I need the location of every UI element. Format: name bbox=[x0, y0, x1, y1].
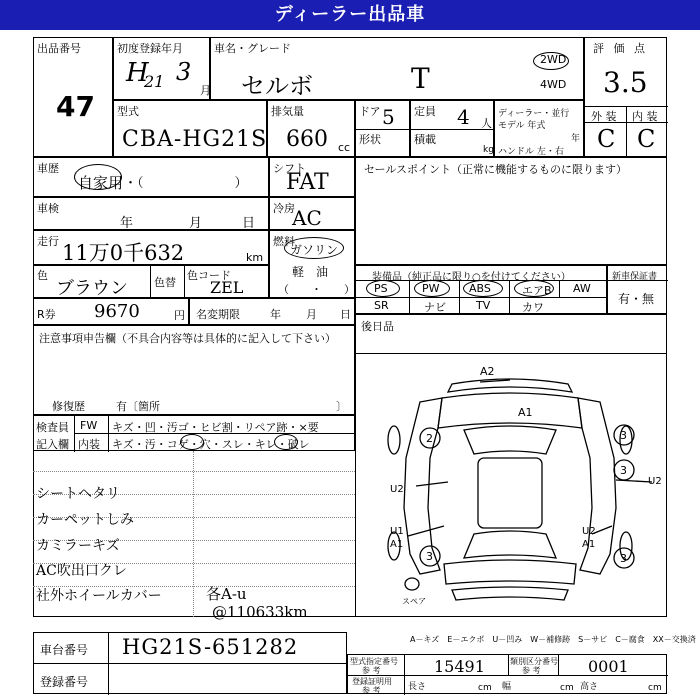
mark-u2-right: U2 bbox=[648, 476, 662, 487]
check-label-1: 検査員 bbox=[36, 421, 69, 434]
equip-ps: PS bbox=[374, 282, 388, 295]
mark-a2: A2 bbox=[480, 365, 495, 378]
equip-aw: AW bbox=[573, 282, 591, 295]
inspection-label: 車検 bbox=[37, 202, 59, 215]
car-name-label: 車名・グレード bbox=[214, 42, 291, 55]
color-change-label: 色替 bbox=[154, 276, 176, 289]
type-spec-label: 型式指定番号 bbox=[350, 657, 398, 666]
later-label: 後日品 bbox=[361, 320, 394, 333]
reg-cert-label: 登録証明用 bbox=[352, 677, 392, 686]
type-spec-sub: 参 考 bbox=[362, 666, 381, 675]
mileage-unit: km bbox=[246, 251, 264, 264]
mark-a1-low: A1 bbox=[390, 539, 404, 550]
interior-check-box bbox=[33, 415, 355, 451]
mark-c3c: 3 bbox=[426, 550, 433, 563]
mark-c3b: 3 bbox=[620, 464, 627, 477]
reg-cert-sub: 参 考 bbox=[362, 686, 381, 695]
score-value: 3.5 bbox=[603, 66, 648, 99]
mark-a1: A1 bbox=[518, 406, 533, 419]
notes-box bbox=[33, 325, 355, 415]
inspection-month: 月 bbox=[189, 216, 203, 231]
inspection-day: 日 bbox=[242, 216, 256, 231]
chassis-label: 車台番号 bbox=[40, 643, 89, 657]
aircon-box bbox=[269, 197, 355, 230]
color-label: 色 bbox=[37, 269, 48, 282]
car-grade-value: T bbox=[411, 62, 430, 95]
class-no-value: 0001 bbox=[588, 657, 629, 676]
model-year-label: モデル 年式 bbox=[498, 121, 546, 131]
first-reg-month: 3 bbox=[176, 58, 192, 86]
dim-length: 長さ bbox=[408, 682, 427, 692]
class-no-sub: 参 考 bbox=[522, 666, 541, 675]
name-change-box bbox=[189, 298, 355, 325]
mark-c3d: 3 bbox=[620, 552, 627, 565]
recycle-label: R券 bbox=[37, 308, 56, 321]
recycle-box bbox=[33, 298, 189, 325]
handle-label: ハンドル 左・右 bbox=[498, 147, 564, 157]
fuel-gasoline: ガソリン bbox=[290, 243, 339, 257]
repair-close: 〕 bbox=[336, 400, 347, 413]
first-reg-label: 初度登録年月 bbox=[117, 42, 183, 55]
repair-value: 有〔箇所 bbox=[116, 400, 160, 413]
name-change-year: 年 bbox=[270, 308, 281, 321]
int-label: 内 装 bbox=[632, 110, 658, 123]
history-box bbox=[33, 157, 269, 197]
recycle-unit: 円 bbox=[174, 309, 185, 322]
mark-spare: スペア bbox=[402, 597, 426, 606]
mileage-value: 11万0千632 bbox=[62, 241, 185, 265]
history-rest: ・（ ） bbox=[124, 176, 248, 191]
mark-u2-left: U2 bbox=[390, 484, 404, 495]
mark-u2b: U2 bbox=[582, 526, 596, 537]
check-row2-head: 内装 bbox=[78, 438, 100, 451]
mileage-label: 走行 bbox=[37, 235, 59, 248]
equipment-box bbox=[355, 265, 607, 314]
drive-4wd: 4WD bbox=[540, 78, 567, 91]
inspection-box bbox=[33, 197, 269, 230]
history-label: 車歴 bbox=[37, 162, 59, 175]
name-change-label: 名変期限 bbox=[196, 308, 240, 321]
int-value: C bbox=[637, 125, 656, 153]
displacement-label: 排気量 bbox=[271, 105, 304, 118]
lot-label: 出品番号 bbox=[37, 42, 81, 55]
load-label: 積載 bbox=[414, 133, 436, 146]
equip-abs: ABS bbox=[469, 282, 491, 295]
model-box bbox=[113, 100, 267, 157]
capacity-box bbox=[410, 100, 494, 157]
equip-pw: PW bbox=[422, 282, 440, 295]
name-change-month: 月 bbox=[306, 308, 317, 321]
color-value: ブラウン bbox=[56, 278, 128, 299]
displacement-box bbox=[267, 100, 355, 157]
check-row2-items: キズ・汚・コゲ・穴・スレ・キレ・破レ bbox=[112, 438, 310, 451]
score-box bbox=[584, 37, 667, 157]
score-label: 評 価 点 bbox=[593, 42, 648, 55]
shift-box bbox=[269, 157, 355, 197]
recycle-value: 9670 bbox=[94, 301, 140, 322]
check-label-2: 記入欄 bbox=[36, 438, 69, 451]
dim-width-unit: cm bbox=[560, 683, 574, 693]
equip-sr: SR bbox=[374, 299, 389, 312]
model-label: 型式 bbox=[117, 105, 139, 118]
first-reg-month-unit: 月 bbox=[200, 84, 211, 97]
equip-tv: TV bbox=[476, 299, 491, 312]
doors-label: ドア bbox=[359, 105, 381, 118]
mark-c2: 2 bbox=[426, 432, 433, 445]
lot-box bbox=[33, 37, 113, 157]
name-change-day: 日 bbox=[340, 308, 351, 321]
history-value: 自家用 bbox=[78, 174, 124, 192]
first-reg-era: H bbox=[126, 58, 149, 88]
class-no-label: 類別区分番号 bbox=[510, 657, 558, 666]
fuel-diesel: 軽 油 bbox=[292, 265, 329, 279]
warranty-box bbox=[607, 265, 667, 314]
dim-height-unit: cm bbox=[648, 683, 662, 693]
remark-2: カーペットしみ bbox=[36, 512, 134, 528]
equip-airbag: エアB bbox=[522, 284, 552, 297]
displacement-value: 660 bbox=[286, 127, 328, 152]
remark-right-2: @110633km bbox=[212, 603, 308, 621]
mark-c3a: 3 bbox=[620, 429, 627, 442]
dealer-label: ディーラー・並行 bbox=[498, 109, 570, 119]
fuel-label: 燃料 bbox=[273, 235, 295, 248]
capacity-label: 定員 bbox=[414, 105, 436, 118]
doors-box bbox=[355, 100, 410, 157]
shape-label: 形状 bbox=[359, 133, 381, 146]
capacity-unit: 人 bbox=[481, 117, 492, 130]
lot-number: 47 bbox=[56, 90, 95, 123]
chassis-value: HG21S-651282 bbox=[122, 635, 299, 659]
damage-legend: A－キズ E－エクボ U－凹み W－補修跡 S－サビ C－腐食 XX－交換済 bbox=[410, 635, 696, 644]
first-reg-box bbox=[113, 37, 210, 100]
dim-length-unit: cm bbox=[478, 683, 492, 693]
sales-box bbox=[355, 157, 667, 265]
mileage-box bbox=[33, 230, 269, 265]
fuel-other: （ ・ ） bbox=[278, 283, 355, 296]
check-row1-head: FW bbox=[80, 419, 98, 432]
check-row1-items: キズ・凹・汚ゴ・ヒビ割・リペア跡・×要 bbox=[112, 421, 319, 434]
warranty-value: 有・無 bbox=[618, 292, 655, 306]
equip-navi: ナビ bbox=[424, 301, 446, 314]
remark-right-1: 各A-u bbox=[206, 585, 247, 603]
model-year-unit: 年 bbox=[571, 134, 581, 144]
color-code-label: 色コード bbox=[187, 269, 231, 282]
shift-label: シフト bbox=[273, 162, 306, 175]
mark-u1: U1 bbox=[390, 526, 404, 537]
type-spec-value: 15491 bbox=[434, 657, 485, 676]
notes-label: 注意事項申告欄（不具合内容等は具体的に記入して下さい） bbox=[39, 332, 336, 345]
later-box bbox=[355, 314, 667, 354]
doors-value: 5 bbox=[382, 105, 395, 129]
shift-value: FAT bbox=[286, 170, 329, 195]
remark-4: AC吹出口クレ bbox=[36, 563, 127, 579]
color-code-value: ZEL bbox=[210, 278, 244, 297]
model-value: CBA-HG21S bbox=[122, 127, 268, 152]
remark-5: 社外ホイールカバー bbox=[36, 588, 162, 604]
page-title: ディーラー出品車 bbox=[0, 0, 700, 30]
warranty-label: 新車保証書 bbox=[612, 272, 658, 282]
first-reg-year: 21 bbox=[144, 72, 165, 91]
remark-3: カミラーキズ bbox=[36, 538, 120, 554]
car-name-value: セルボ bbox=[241, 72, 313, 100]
drive-2wd: 2WD bbox=[540, 53, 567, 66]
car-damage-diagram bbox=[360, 358, 660, 618]
color-box bbox=[33, 265, 269, 298]
inspection-year: 年 bbox=[120, 216, 134, 231]
equip-leather: カワ bbox=[522, 301, 544, 314]
displacement-unit: cc bbox=[338, 141, 351, 154]
bottom-right-box bbox=[347, 654, 667, 694]
ext-value: C bbox=[597, 125, 616, 153]
dim-width: 幅 bbox=[502, 682, 512, 692]
fuel-box bbox=[269, 230, 355, 298]
reg-no-label: 登録番号 bbox=[40, 675, 89, 689]
dealer-box bbox=[494, 100, 584, 157]
bottom-left-box bbox=[33, 632, 347, 694]
equipment-label: 装備品（純正品に限り○を付けてください） bbox=[372, 272, 571, 283]
remark-1: シートヘタリ bbox=[36, 486, 120, 502]
aircon-label: 冷房 bbox=[273, 202, 295, 215]
capacity-value: 4 bbox=[457, 105, 470, 129]
mark-a1b: A1 bbox=[582, 539, 596, 550]
ext-label: 外 装 bbox=[591, 110, 617, 123]
aircon-value: AC bbox=[292, 206, 322, 230]
repair-label: 修復歴 bbox=[52, 400, 85, 413]
load-unit: kg bbox=[483, 145, 494, 155]
sales-label: セールスポイント（正常に機能するものに限ります） bbox=[364, 163, 628, 176]
car-name-box bbox=[210, 37, 584, 100]
dim-height: 高さ bbox=[580, 682, 599, 692]
